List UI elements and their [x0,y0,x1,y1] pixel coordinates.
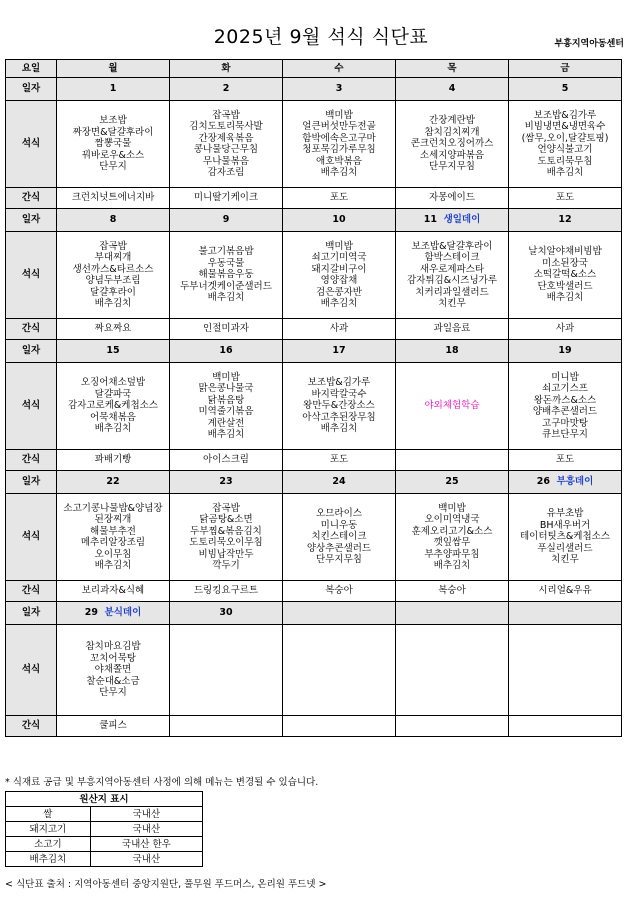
meal-item: 단무지 [99,687,127,699]
origin-title: 원산지 표시 [6,792,203,807]
event-label: 생일데이 [443,214,481,226]
meal-item: 백미밥 [325,240,353,252]
meal-cell [170,625,283,716]
meal-item: 배추김치 [207,292,245,304]
meal-item: 단무지무침 [316,554,362,566]
center-name: 부흥지역아동센터 [554,39,624,49]
meal-item: 함박에속은고구마 [302,132,376,144]
origin-table [5,791,203,867]
meal-item: BH새우버거 [539,519,591,531]
meal-item: 닭볶음탕 [207,394,245,406]
date-cell [396,340,509,363]
meal-item: 달걀후라이 [90,286,136,298]
meal-item: 해물부추전 [90,525,136,537]
snack-row [6,581,622,602]
meal-item: 얼큰버섯만두전골 [302,121,376,132]
date-cell [170,209,283,232]
meal-item: 보조밥&김가루 [533,109,597,121]
meal-cell [509,363,622,450]
meal-item: 소떡갈떡&소스 [533,269,597,281]
date-cell [170,78,283,101]
meal-item: 보조밥&김가루 [307,377,371,389]
meal-item: 오이미역냉국 [424,514,480,525]
date-cell [283,602,396,625]
meal-item: 쇠고기미역국 [311,252,367,263]
change-notice: * 식재료 공급 및 부흥지역아동센터 사정에 의해 메뉴는 변경될 수 있습니다. [5,777,319,788]
meal-item: 소고기콩나물밥&양념장 [63,502,163,514]
date-label: 일자 [6,471,57,494]
weekday-tue: 화 [170,60,283,78]
meal-label: 석식 [6,494,57,581]
meal-item: 청포묵김가루무침 [302,144,376,155]
page-title: 2025년 9월 석식 식단표 [213,26,429,48]
meal-cell [283,494,396,581]
meal-item: 비빔납작만두 [198,548,254,560]
date-number: 30 [219,607,233,619]
date-number: 5 [561,83,569,95]
meal-item: 미역줄기볶음 [198,406,254,417]
meal-item: 미소된장국 [542,257,588,269]
menu-table [5,59,622,737]
meal-item: 치킨스테이크 [311,531,367,543]
date-cell [396,209,509,232]
snack-cell: 인절미과자 [170,319,283,340]
meal-item: 검은콩자반 [316,286,362,298]
date-cell [57,209,170,232]
meal-item: 배추김치 [94,298,132,309]
event-label: 부흥데이 [556,476,594,488]
origin-country: 국내산 [90,807,202,822]
meal-label: 석식 [6,101,57,188]
meal-item: (쌈무,오이,달걀토핑) [521,132,609,144]
meal-cell [57,625,170,716]
meal-item: 배추김치 [207,429,245,440]
meal-item: 달걀파국 [94,388,132,400]
snack-cell: 꽈배기빵 [57,450,170,471]
snack-cell: 포도 [509,188,622,209]
snack-cell: 시리얼&우유 [509,581,622,602]
date-number: 18 [445,345,459,357]
meal-item: 잡곡밥 [99,240,127,252]
snack-row [6,716,622,737]
date-row [6,602,622,625]
meal-item: 소세지양파볶음 [419,149,485,161]
meal-item: 미니우동 [320,519,358,531]
date-number: 3 [335,83,343,95]
meal-item: 단호박샐러드 [537,280,593,292]
meal-item: 치커리과일샐러드 [415,286,489,298]
date-label: 일자 [6,602,57,625]
meal-item: 언양식불고기 [537,144,593,155]
meal-item: 깻잎쌈무 [433,537,471,548]
weekday-fri: 금 [509,60,622,78]
meal-item: 짬뽕국물 [94,138,132,150]
meal-cell [396,494,509,581]
meal-item: 양념두부조림 [85,275,141,286]
meal-item: 잡곡밥 [212,502,240,514]
meal-item: 배추김치 [320,298,358,309]
snack-cell: 사과 [283,319,396,340]
meal-cell [170,101,283,188]
weekday-mon: 월 [57,60,170,78]
meal-cell [509,625,622,716]
date-number: 29 [84,607,98,619]
date-number: 4 [448,83,456,95]
meal-item: 불고기볶음밥 [198,246,254,258]
meal-item: 백미밥 [438,502,466,514]
meal-item: 백미밥 [212,371,240,383]
date-cell [170,602,283,625]
meal-item: 우동국물 [207,257,245,269]
origin-country: 국내산 [90,852,202,867]
meal-item: 오이무침 [94,548,132,560]
meal-row [6,494,622,581]
weekday-wed: 수 [283,60,396,78]
meal-item: 배추김치 [546,292,584,304]
weekday-header-row [6,60,622,78]
date-row [6,78,622,101]
meal-cell [283,232,396,319]
date-number: 19 [558,345,572,357]
meal-item: 함박스테이크 [424,252,480,263]
meal-item: 큐브단무지 [542,429,588,440]
meal-item: 된장찌개 [94,514,132,525]
meal-item: 무나물볶음 [203,155,249,167]
meal-item: 간장계란밥 [429,115,475,127]
date-number: 15 [106,345,120,357]
meal-cell [283,101,396,188]
meal-item: 푸실리샐러드 [537,542,593,554]
snack-cell [509,716,622,737]
meal-cell [170,494,283,581]
meal-item: 메추리알장조림 [80,537,146,548]
meal-item: 감자조림 [207,167,245,178]
snack-cell: 포도 [509,450,622,471]
date-row [6,471,622,494]
date-number: 17 [332,345,346,357]
meal-item: 감자고로케&케첩소스 [67,400,158,412]
date-cell [57,471,170,494]
meal-cell [396,232,509,319]
origin-row [6,852,203,867]
meal-item: 훈제오리고기&소스 [411,525,493,537]
snack-label: 간식 [6,716,57,737]
date-cell [57,78,170,101]
meal-item: 맑은콩나물국 [198,383,254,394]
date-label: 일자 [6,78,57,101]
date-cell [509,78,622,101]
meal-item: 꿔바로우&소스 [81,149,145,161]
origin-row [6,807,203,822]
meal-item: 치킨무 [551,554,579,566]
meal-item: 영양잡채 [320,275,358,286]
meal-item: 도토리묵무침 [537,155,593,167]
meal-item: 찰순대&소금 [86,675,140,687]
meal-cell [509,494,622,581]
date-number: 12 [558,214,572,226]
snack-cell: 크런치넛트에너지바 [57,188,170,209]
snack-label: 간식 [6,319,57,340]
meal-row [6,363,622,450]
meal-item: 애호박볶음 [316,155,362,167]
meal-cell [396,101,509,188]
date-cell [283,340,396,363]
meal-item: 감자튀김&시즈닝가루 [406,275,497,286]
meal-item: 콩나물당근무침 [193,144,259,155]
meal-item: 꼬치어묵탕 [90,652,136,664]
meal-cell [396,363,509,450]
meal-item: 유부초밥 [546,508,584,520]
origin-row [6,837,203,852]
meal-item: 단무지 [99,161,127,173]
date-cell [283,471,396,494]
event-label: 분식데이 [104,607,142,619]
date-number: 22 [106,476,120,488]
meal-item: 쇠고기스프 [542,383,588,394]
date-number: 8 [109,214,117,226]
meal-cell [57,232,170,319]
origin-country: 국내산 한우 [90,837,202,852]
date-number: 9 [222,214,230,226]
weekday-label: 요일 [6,60,57,78]
date-number: 24 [332,476,346,488]
snack-label: 간식 [6,188,57,209]
meal-item: 단무지무침 [429,161,475,173]
meal-item: 아삭고추된장무침 [302,411,376,423]
meal-item: 계란살전 [207,417,245,429]
date-cell [396,78,509,101]
snack-cell: 보리과자&식혜 [57,581,170,602]
meal-item: 해물볶음우동 [198,269,254,281]
date-label: 일자 [6,340,57,363]
snack-cell: 포도 [283,450,396,471]
meal-cell [509,101,622,188]
meal-item: 야외체험학습 [424,400,480,412]
origin-country: 국내산 [90,822,202,837]
meal-item: 돼지갈비구이 [311,263,367,275]
meal-row [6,625,622,716]
snack-cell: 복숭아 [396,581,509,602]
meal-item: 부대찌개 [94,252,132,263]
meal-label: 석식 [6,625,57,716]
snack-row [6,319,622,340]
meal-item: 닭곰탕&소면 [199,514,253,525]
snack-cell: 과일음료 [396,319,509,340]
meal-item: 부추양파무침 [424,548,480,560]
meal-cell [509,232,622,319]
date-number: 1 [109,83,117,95]
snack-cell [283,716,396,737]
meal-item: 야채쫄면 [94,664,132,676]
date-cell [509,471,622,494]
date-cell [396,471,509,494]
meal-item: 잡곡밥 [212,109,240,121]
snack-cell [170,716,283,737]
meal-row [6,101,622,188]
meal-item: 양상추콘샐러드 [306,542,372,554]
meal-item: 양배추콘샐러드 [532,406,598,417]
snack-cell: 자몽에이드 [396,188,509,209]
date-number: 26 [536,476,550,488]
meal-item: 김치도토리묵사발 [189,121,263,132]
snack-cell: 복숭아 [283,581,396,602]
date-number: 16 [219,345,233,357]
date-cell [509,209,622,232]
date-number: 23 [219,476,233,488]
weekday-thu: 목 [396,60,509,78]
date-cell [170,340,283,363]
meal-item: 오므라이스 [316,508,362,520]
menu-source: < 식단표 출처 : 지역아동센터 중앙지원단, 풀무원 푸드머스, 온리원 푸드넷 > [5,879,327,890]
meal-item: 도토리묵오이무침 [189,537,263,548]
meal-item: 테이터팃츠&케첩소스 [519,531,610,543]
origin-item: 배추김치 [6,852,91,867]
meal-item: 참치마요김밥 [85,641,141,653]
date-label: 일자 [6,209,57,232]
meal-item: 바지락칼국수 [311,388,367,400]
date-cell [170,471,283,494]
meal-item: 배추김치 [433,560,471,571]
meal-item: 배추김치 [320,167,358,178]
meal-item: 새우로제파스타 [419,263,485,275]
meal-item: 참치김치찌개 [424,126,480,138]
meal-item: 콘크런치오징어까스 [410,138,494,150]
meal-item: 왕돈까스&소스 [533,394,597,406]
snack-row [6,188,622,209]
meal-item: 배추김치 [94,423,132,435]
date-number: 10 [332,214,346,226]
meal-item: 보조밥&달걀후라이 [411,240,493,252]
snack-cell: 미니딸기케이크 [170,188,283,209]
date-number: 11 [423,214,437,226]
origin-item: 소고기 [6,837,91,852]
meal-item: 생선까스&타르소스 [72,263,154,275]
date-cell [509,602,622,625]
date-number: 2 [222,83,230,95]
meal-label: 석식 [6,363,57,450]
snack-cell: 짜요짜요 [57,319,170,340]
meal-item: 보조밥 [99,115,127,127]
meal-item: 두부너겟케이준샐러드 [180,280,272,292]
origin-row [6,822,203,837]
snack-cell [396,450,509,471]
meal-item: 날치알야채비빔밥 [528,246,602,258]
meal-item: 고구마맛탕 [542,417,588,429]
meal-item: 두부찜&볶음김치 [190,525,262,537]
date-cell [283,78,396,101]
meal-item: 오징어채소덮밥 [80,377,146,389]
date-cell [396,602,509,625]
meal-item: 배추김치 [320,423,358,435]
date-number: 25 [445,476,459,488]
meal-item: 간장제육볶음 [198,132,254,144]
meal-item: 치킨무 [438,298,466,309]
snack-cell: 드링킹요구르트 [170,581,283,602]
snack-cell: 포도 [283,188,396,209]
date-row [6,340,622,363]
meal-item: 배추김치 [546,167,584,178]
date-cell [283,209,396,232]
meal-cell [283,363,396,450]
snack-cell: 아이스크림 [170,450,283,471]
meal-row [6,232,622,319]
date-row [6,209,622,232]
date-cell [57,340,170,363]
meal-cell [283,625,396,716]
meal-item: 어묵채볶음 [90,411,136,423]
meal-cell [57,363,170,450]
meal-item: 미니밥 [551,371,579,383]
meal-cell [170,232,283,319]
snack-row [6,450,622,471]
meal-cell [57,101,170,188]
snack-label: 간식 [6,581,57,602]
snack-cell: 쿨피스 [57,716,170,737]
origin-item: 돼지고기 [6,822,91,837]
meal-item: 왕만두&간장소스 [303,400,375,412]
snack-label: 간식 [6,450,57,471]
meal-item: 깍두기 [212,560,240,571]
meal-item: 비빔냉면&냉면육수 [524,121,606,132]
snack-cell: 사과 [509,319,622,340]
meal-item: 배추김치 [94,560,132,571]
meal-cell [57,494,170,581]
meal-label: 석식 [6,232,57,319]
meal-cell [170,363,283,450]
snack-cell [396,716,509,737]
date-cell [509,340,622,363]
meal-cell [396,625,509,716]
meal-item: 짜장면&달걀후라이 [72,126,154,138]
meal-item: 백미밥 [325,109,353,121]
date-cell [57,602,170,625]
origin-item: 쌀 [6,807,91,822]
